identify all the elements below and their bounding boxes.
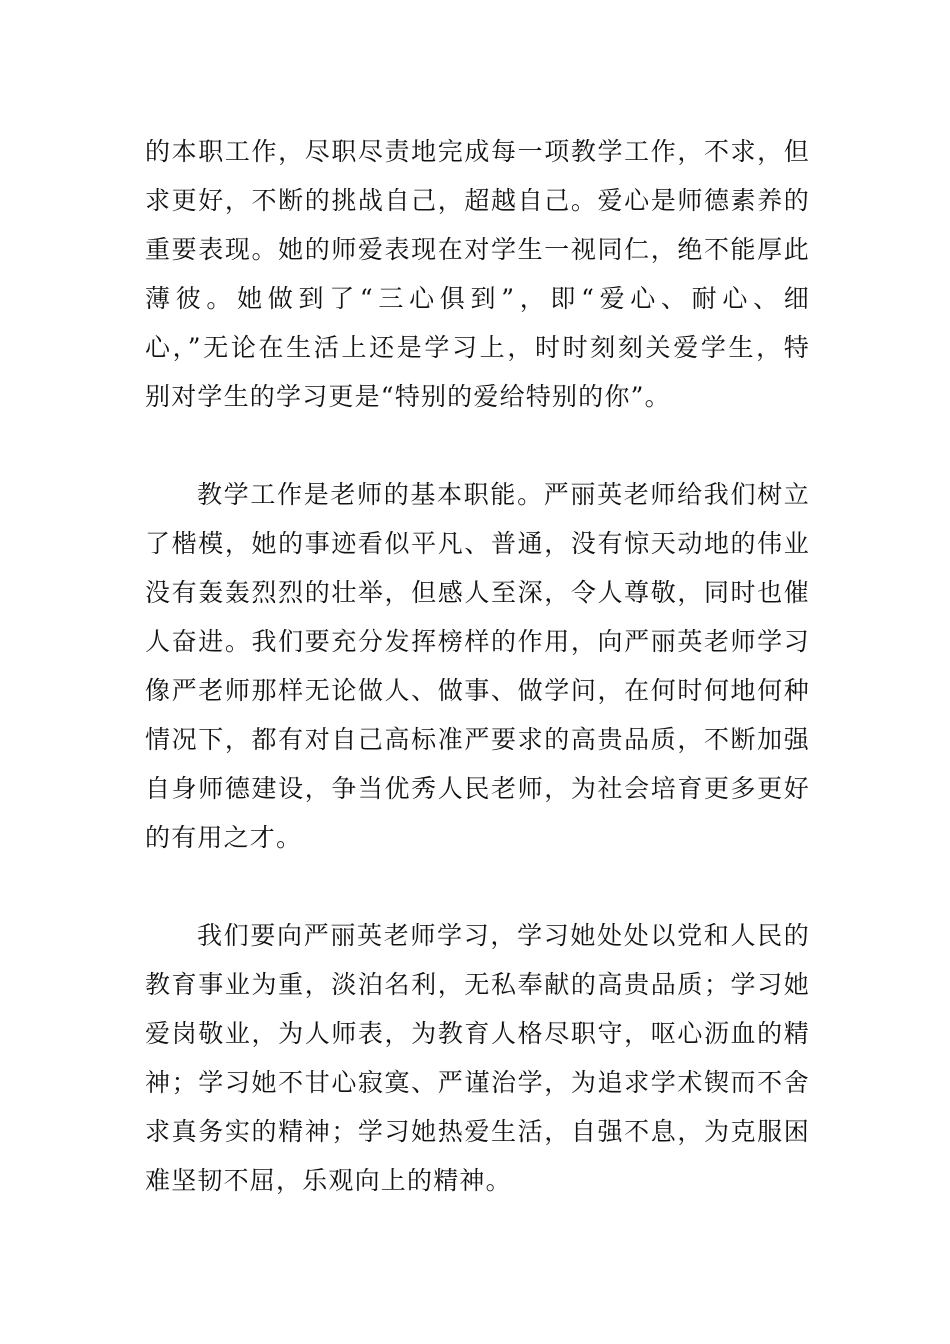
paragraph-3 xyxy=(145,911,810,1205)
paragraph-line: 的有用之才。 xyxy=(145,823,303,852)
paragraph-line: 别对学生的学习更是“特别的爱给特别的你”。 xyxy=(145,382,671,411)
document-body xyxy=(145,127,810,1205)
paragraph-line: 没有轰轰烈烈的壮举，但感人至深，令人尊敬，同时也催 xyxy=(145,578,810,607)
paragraph-2 xyxy=(145,470,810,862)
paragraph-line: 求真务实的精神；学习她热爱生活，自强不息，为克服困 xyxy=(145,1117,810,1146)
paragraph-line: 爱岗敬业，为人师表，为教育人格尽职守，呕心沥血的精 xyxy=(145,1019,810,1048)
paragraph-line: 难坚韧不屈，乐观向上的精神。 xyxy=(145,1166,512,1195)
paragraph-line: 求更好，不断的挑战自己，超越自己。爱心是师德素养的 xyxy=(145,186,810,215)
paragraph-line: 心，”无论在生活上还是学习上，时时刻刻关爱学生，特 xyxy=(145,333,810,362)
paragraph-line: 我们要向严丽英老师学习，学习她处处以党和人民的 xyxy=(197,921,810,950)
paragraph-line: 人奋进。我们要充分发挥榜样的作用，向严丽英老师学习 xyxy=(145,627,810,656)
paragraph-line: 了楷模，她的事迹看似平凡、普通，没有惊天动地的伟业 xyxy=(145,529,810,558)
paragraph-line: 情况下，都有对自己高标准严要求的高贵品质，不断加强 xyxy=(145,725,810,754)
paragraph-line: 像严老师那样无论做人、做事、做学问，在何时何地何种 xyxy=(145,676,810,705)
paragraph-1 xyxy=(145,127,810,421)
paragraph-spacer xyxy=(145,862,810,911)
paragraph-line: 教学工作是老师的基本职能。严丽英老师给我们树立 xyxy=(197,480,810,509)
paragraph-line: 教育事业为重，淡泊名利，无私奉献的高贵品质；学习她 xyxy=(145,970,810,999)
paragraph-line: 神；学习她不甘心寂寞、严谨治学，为追求学术锲而不舍 xyxy=(145,1068,810,1097)
paragraph-line: 薄彼。她做到了“三心俱到”，即“爱心、耐心、细 xyxy=(145,284,810,313)
paragraph-line: 自身师德建设，争当优秀人民老师，为社会培育更多更好 xyxy=(145,774,810,803)
paragraph-spacer xyxy=(145,421,810,470)
paragraph-line: 的本职工作，尽职尽责地完成每一项教学工作，不求，但 xyxy=(145,137,810,166)
paragraph-line: 重要表现。她的师爱表现在对学生一视同仁，绝不能厚此 xyxy=(145,235,810,264)
